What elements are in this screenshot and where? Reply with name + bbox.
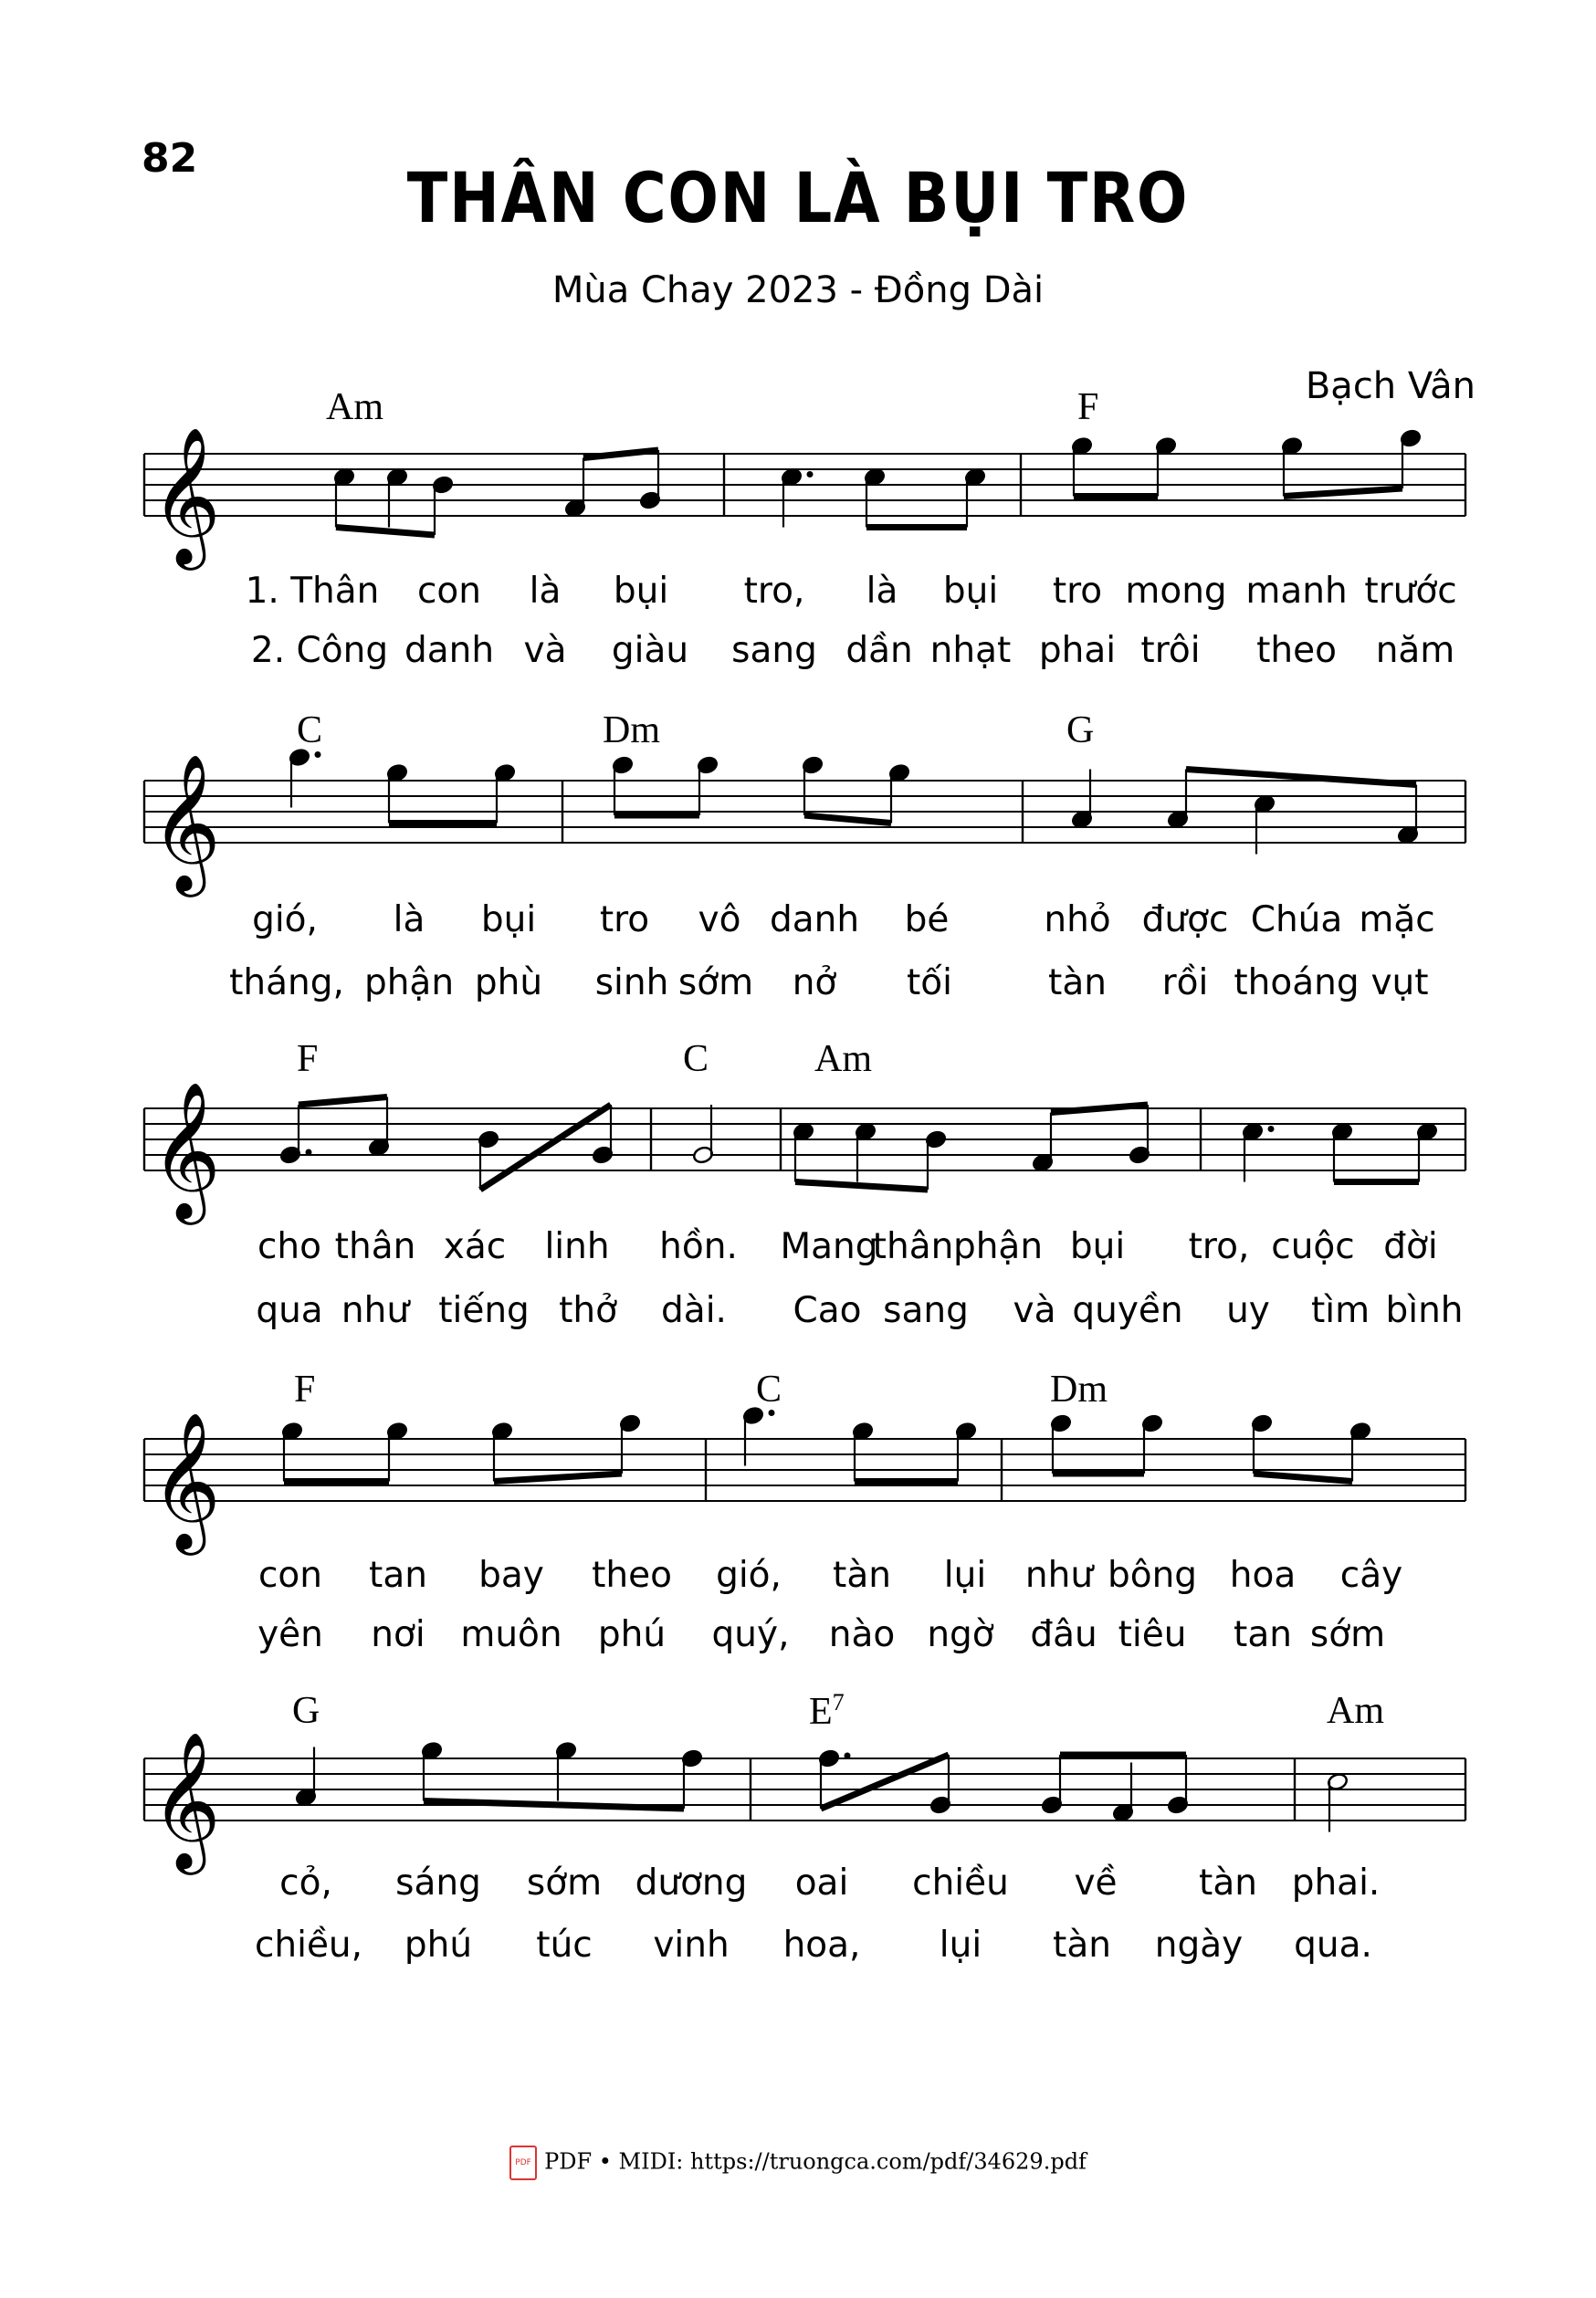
- lyric: tiếng: [438, 1290, 530, 1331]
- lyric: như: [1024, 1555, 1094, 1596]
- lyric: sáng: [395, 1863, 481, 1904]
- lyric: giàu: [611, 630, 689, 671]
- lyric: nhạt: [929, 630, 1012, 671]
- lyric: qua.: [1294, 1925, 1372, 1966]
- lyric: thân: [872, 1226, 954, 1267]
- lyric: sang: [883, 1290, 969, 1331]
- treble-clef-icon: 𝄞: [151, 1730, 221, 1869]
- chord: Dm: [603, 709, 660, 751]
- note-dot: [315, 751, 321, 758]
- lyric: phú: [404, 1925, 473, 1966]
- beam: [583, 450, 658, 458]
- lyric: Chúa: [1250, 899, 1343, 940]
- lyric: phận: [952, 1226, 1044, 1267]
- chord: Am: [814, 1038, 872, 1080]
- lyric: dài.: [661, 1290, 727, 1331]
- lyric: tàn: [833, 1555, 891, 1596]
- chord: Am: [1327, 1690, 1384, 1732]
- lyric: cây: [1339, 1555, 1403, 1596]
- beam: [1186, 770, 1416, 785]
- lyric: tro,: [1188, 1226, 1250, 1267]
- lyric: đời: [1383, 1226, 1438, 1267]
- lyric: túc: [536, 1925, 593, 1966]
- lyric: tháng,: [229, 962, 344, 1003]
- lyric: trôi: [1140, 630, 1201, 671]
- beam: [1254, 1474, 1352, 1482]
- lyric: chiều,: [254, 1925, 363, 1966]
- lyric: vô: [698, 899, 741, 940]
- lyric: gió,: [252, 899, 318, 940]
- lyric: tan: [369, 1555, 427, 1596]
- note-dot: [845, 1753, 851, 1759]
- lyric: cho: [257, 1226, 322, 1267]
- lyric: manh: [1245, 571, 1348, 612]
- lyric: mong: [1125, 571, 1227, 612]
- lyric: danh: [404, 630, 495, 671]
- lyric: về: [1074, 1863, 1118, 1904]
- lyric: yên: [257, 1614, 323, 1655]
- chord: C: [756, 1369, 782, 1411]
- beam: [1051, 1105, 1148, 1113]
- footer-text: PDF • MIDI: https://truongca.com/pdf/34629.pdf: [544, 2148, 1087, 2175]
- lyric: phú: [597, 1614, 667, 1655]
- lyric: sớm: [526, 1863, 603, 1904]
- chord: Am: [326, 386, 383, 428]
- beam: [336, 528, 435, 536]
- lyric: trước: [1364, 571, 1457, 612]
- lyric: con: [416, 571, 482, 612]
- lyric: tro: [1052, 571, 1103, 612]
- treble-clef-icon: 𝄞: [151, 1080, 221, 1219]
- lyric: cỏ,: [279, 1863, 332, 1904]
- lyric: tan: [1234, 1614, 1292, 1655]
- lyric: muôn: [460, 1614, 562, 1655]
- lyric: xác: [443, 1226, 507, 1267]
- lyric: theo: [1256, 630, 1337, 671]
- lyric: lụi: [943, 1555, 987, 1596]
- song-title: THÂN CON LÀ BỤI TRO: [406, 157, 1190, 238]
- chord: G: [292, 1690, 320, 1732]
- lyric: quý,: [711, 1614, 790, 1655]
- lyric: Cao: [793, 1290, 862, 1331]
- lyric: ngờ: [927, 1614, 994, 1655]
- lyric: thở: [559, 1290, 617, 1331]
- lyric: phai.: [1291, 1863, 1381, 1904]
- lyric: tiêu: [1118, 1614, 1187, 1655]
- lyric: sớm: [677, 962, 754, 1003]
- lyric: bay: [478, 1555, 544, 1596]
- lyric: rồi: [1161, 962, 1209, 1003]
- treble-clef-icon: 𝄞: [151, 752, 221, 891]
- lyric: nở: [792, 962, 837, 1003]
- lyric: oai: [794, 1863, 849, 1904]
- lyric: bình: [1385, 1290, 1464, 1331]
- chord: F: [294, 1369, 316, 1411]
- lyric: là: [529, 571, 562, 612]
- lyric: nào: [828, 1614, 896, 1655]
- lyric: bụi: [1069, 1226, 1126, 1267]
- note-dot: [807, 471, 814, 477]
- lyric: thoáng: [1234, 962, 1360, 1003]
- beam: [1284, 488, 1402, 497]
- lyric: bông: [1107, 1555, 1198, 1596]
- lyric: lụi: [939, 1925, 982, 1966]
- lyric: nhỏ: [1044, 899, 1111, 940]
- lyric: tàn: [1199, 1863, 1257, 1904]
- lyric: dương: [635, 1863, 748, 1904]
- lyric: dần: [845, 630, 913, 671]
- lyric: theo: [592, 1555, 672, 1596]
- lyric: gió,: [716, 1555, 782, 1596]
- chord: G: [1066, 709, 1095, 751]
- beam: [821, 1755, 949, 1809]
- lyric: hồn.: [659, 1226, 738, 1267]
- lyric: danh: [769, 899, 860, 940]
- lyric: hoa: [1229, 1555, 1297, 1596]
- lyric: tìm: [1310, 1290, 1370, 1331]
- chord: F: [1077, 386, 1099, 428]
- lyric: uy: [1226, 1290, 1270, 1331]
- chord: Dm: [1050, 1369, 1108, 1411]
- beam: [494, 1474, 622, 1482]
- lyric: con: [257, 1555, 323, 1596]
- lyric: tro,: [743, 571, 805, 612]
- lyric: tàn: [1048, 962, 1107, 1003]
- lyric: tàn: [1053, 1925, 1111, 1966]
- beam: [795, 1182, 928, 1191]
- lyric: thân: [334, 1226, 416, 1267]
- lyric: bụi: [942, 571, 999, 612]
- lyric: 1. Thân: [245, 571, 380, 612]
- lyric: qua: [256, 1290, 323, 1331]
- lyric: chiều: [912, 1863, 1009, 1904]
- lyric: phận: [363, 962, 455, 1003]
- lyric: như: [341, 1290, 410, 1331]
- note-dot: [306, 1149, 312, 1156]
- composer: Bạch Vân: [1305, 365, 1475, 407]
- lyric: sinh: [594, 962, 669, 1003]
- beam: [299, 1097, 387, 1106]
- lyric: vinh: [653, 1925, 730, 1966]
- lyric: ngày: [1154, 1925, 1244, 1966]
- lyric: phù: [474, 962, 543, 1003]
- beam: [804, 815, 891, 824]
- lyric: nơi: [371, 1614, 425, 1655]
- treble-clef-icon: 𝄞: [151, 425, 221, 564]
- beam: [480, 1105, 611, 1190]
- lyric: và: [523, 630, 567, 671]
- note-dot: [1268, 1126, 1275, 1132]
- lyric: bụi: [480, 899, 537, 940]
- lyric: bé: [904, 899, 950, 940]
- lyric: sớm: [1309, 1614, 1386, 1655]
- lyric: sang: [731, 630, 817, 671]
- lyric: bụi: [613, 571, 669, 612]
- lyric: và: [1013, 1290, 1056, 1331]
- chord: F: [297, 1038, 319, 1080]
- lyric: hoa,: [782, 1925, 861, 1966]
- lyric: quyền: [1072, 1290, 1183, 1331]
- beam: [424, 1801, 684, 1810]
- chord: C: [297, 709, 323, 751]
- lyric: tối: [907, 962, 952, 1003]
- chord: $E^7$: [809, 1689, 845, 1733]
- lyric: mặc: [1359, 899, 1435, 940]
- lyric: vụt: [1370, 962, 1429, 1003]
- page-number: 82: [142, 135, 198, 182]
- pdf-icon: PDF: [509, 2146, 537, 2180]
- lyric: phai: [1038, 630, 1117, 671]
- lyric: là: [393, 899, 425, 940]
- lyric: linh: [544, 1226, 610, 1267]
- lyric: năm: [1375, 630, 1455, 671]
- lyric: đâu: [1030, 1614, 1097, 1655]
- lyric: cuộc: [1271, 1226, 1355, 1267]
- song-subtitle: Mùa Chay 2023 - Đồng Dài: [551, 269, 1045, 311]
- lyric: Mang: [780, 1226, 878, 1267]
- treble-clef-icon: 𝄞: [151, 1411, 221, 1549]
- lyric: 2. Công: [250, 630, 389, 671]
- lyric: là: [866, 571, 898, 612]
- lyric: được: [1141, 899, 1229, 940]
- lyric: tro: [599, 899, 650, 940]
- footer-link[interactable]: [0, 2146, 1596, 2180]
- chord: C: [683, 1038, 709, 1080]
